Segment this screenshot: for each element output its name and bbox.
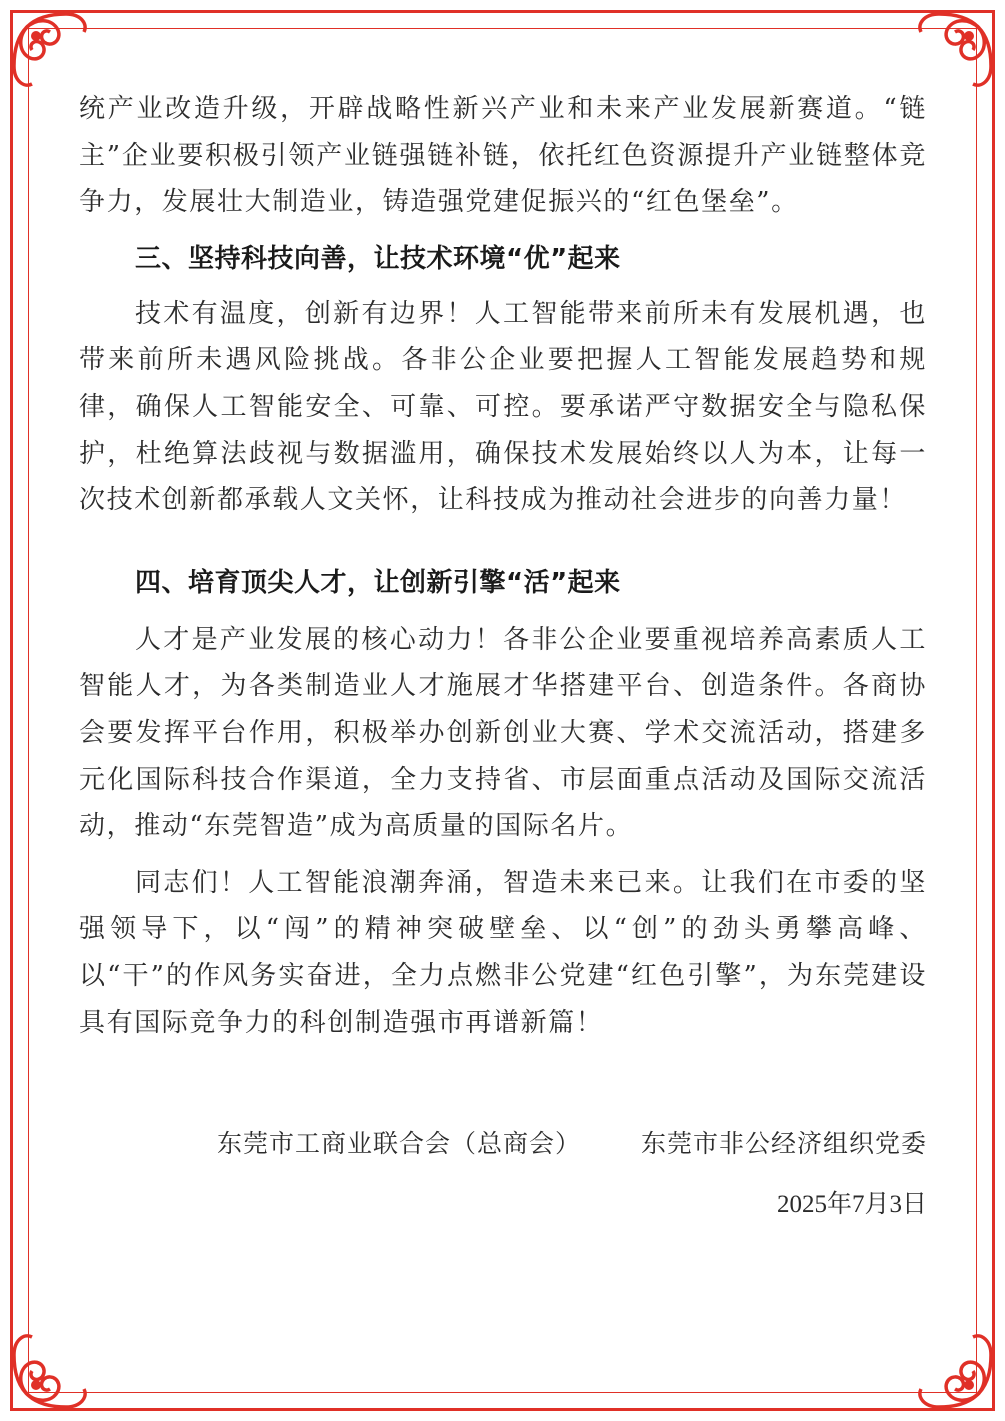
signature-date: 2025年7月3日 — [776, 1191, 927, 1218]
document-body — [79, 86, 927, 1046]
signature-orgs — [79, 1124, 927, 1160]
paragraph-section-4: 人才是产业发展的核心动力！各非公企业要重视培养高素质人工智能人才，为各类制造业人才施展才华搭建平台、创造条件。各商协会要发挥平台作用，积极举办创新创业大赛、学术交流活动，搭建多元化国际科技合作渠道，全力支持省、市层面重点活动及国际交流活动，推动“东莞智造”成为高质量的国际名片。 — [79, 624, 927, 842]
paragraph-continued: 统产业改造升级，开辟战略性新兴产业和未来产业发展新赛道。“链主”企业要积极引领产业链强链补链，依托红色资源提升产业链整体竞争力，发展壮大制造业，铸造强党建促振兴的“红色堡垒”。 — [79, 94, 927, 218]
section-heading-3: 三、坚持科技向善，让技术环境“优”起来 — [135, 243, 621, 274]
corner-ornament-bottom-left — [6, 1305, 116, 1415]
section-heading-4: 四、培育顶尖人才，让创新引擎“活”起来 — [135, 567, 621, 598]
signature-org-2: 东莞市非公经济组织党委 — [640, 1129, 927, 1158]
signature-org-1: 东莞市工商业联合会（总商会） — [216, 1129, 581, 1158]
corner-ornament-bottom-right — [889, 1305, 999, 1415]
paragraph-closing: 同志们！人工智能浪潮奔涌，智造未来已来。让我们在市委的坚强领导下，以“闯”的精神突破壁垒、以“创”的劲头勇攀高峰、以“干”的作风务实奋进，全力点燃非公党建“红色引擎”，为东莞建设具有国际竞争力的科创制造强市再谱新篇！ — [79, 867, 927, 1038]
paragraph-section-3: 技术有温度，创新有边界！人工智能带来前所未有发展机遇，也带来前所未遇风险挑战。各非公企业要把握人工智能发展趋势和规律，确保人工智能安全、可靠、可控。要承诺严守数据安全与隐私保护，杜绝算法歧视与数据滥用，确保技术发展始终以人为本，让每一次技术创新都承载人文关怀，让科技成为推动社会进步的向善力量！ — [79, 298, 927, 516]
